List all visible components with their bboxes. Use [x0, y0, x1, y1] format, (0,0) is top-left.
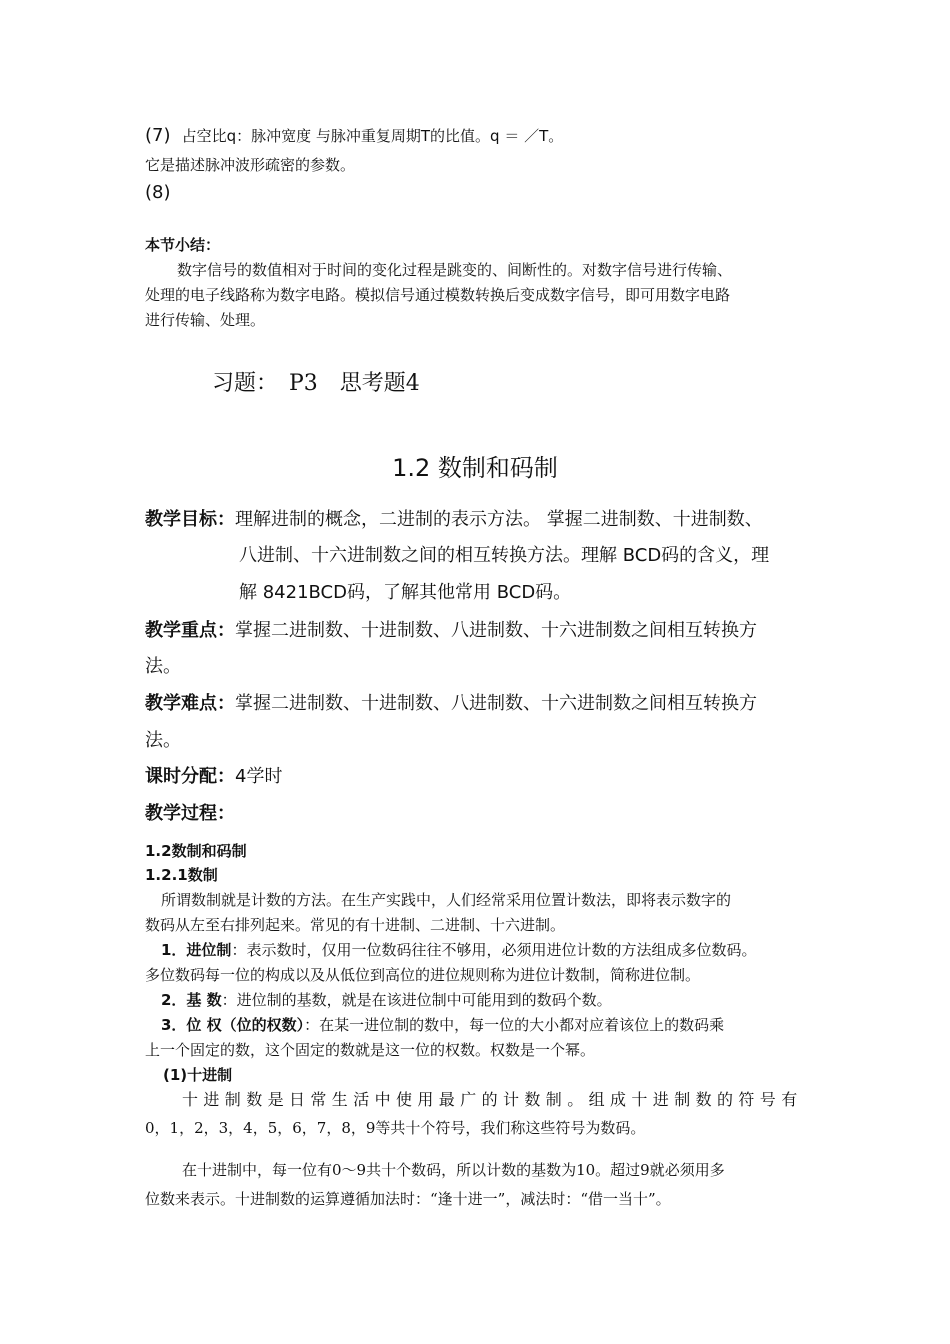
summary-line: 处理的电子线路称为数字电路。模拟信号通过模数转换后变成数字信号，即可用数字电路 [145, 286, 731, 304]
item-8-number: (8) [145, 182, 171, 203]
base-item-label: 2．基 数 [161, 991, 222, 1009]
weight-item-text: ：在某一进位制的数中，每一位的大小都对应着该位上的数码乘 [304, 1016, 725, 1034]
goals-line: 理解进制的概念，二进制的表示方法。 掌握二进制数、十进制数、 [235, 509, 763, 530]
hours-label: 课时分配： [145, 766, 235, 787]
radix-item [161, 941, 756, 960]
radix-item-line2: 多位数码每一位的构成以及从低位到高位的进位规则称为进位计数制，简称进位制。 [145, 966, 701, 984]
radix-item-label: 1．进位制 [161, 941, 232, 959]
radix-item-text: ：表示数时，仅用一位数码往往不够用，必须用进位计数的方法组成多位数码。 [231, 941, 757, 959]
hours-row [145, 766, 282, 789]
section-title: 1.2 数制和码制 [392, 454, 558, 482]
base-item-text: ：进位制的基数，就是在该进位制中可能用到的数码个数。 [221, 991, 612, 1009]
item-7-text: 占空比q：脉冲宽度 与脉冲重复周期T的比值。q ＝ ／T。 [181, 127, 564, 145]
key-points-row [145, 620, 757, 643]
goals-line: 八进制、十六进制数之间的相互转换方法。理解 BCD码的含义，理 [239, 545, 770, 566]
item-7-number: (7) [145, 125, 171, 146]
decimal-paragraph-line: 0，1，2，3，4，5，6，7，8，9等共十个符号，我们称这些符号为数码。 [145, 1119, 646, 1137]
key-points-line2: 法。 [145, 656, 181, 677]
decimal-paragraph-line: 十进制数是日常生活中使用最广的计数制。组成十进制数的符号有 [182, 1090, 803, 1109]
body-heading-1: 1.2数制和码制 [145, 842, 247, 860]
process-label: 教学过程： [145, 803, 235, 824]
item-7-line2: 它是描述脉冲波形疏密的参数。 [145, 156, 356, 174]
body-heading-2: 1.2.1数制 [145, 866, 218, 884]
goals-label: 教学目标： [145, 509, 235, 530]
goals-line: 解 8421BCD码，了解其他常用 BCD码。 [239, 582, 572, 603]
decimal-paragraph-line: 在十进制中，每一位有0～9共十个数码，所以计数的基数为10。超过9就必须用多 [182, 1161, 725, 1179]
decimal-paragraph-line: 位数来表示。十进制数的运算遵循加法时：“逢十进一”，减法时：“借一当十”。 [145, 1190, 671, 1208]
body-paragraph-line: 数码从左至右排列起来。常见的有十进制、二进制、十六进制。 [145, 916, 566, 934]
weight-item-line2: 上一个固定的数，这个固定的数就是这一位的权数。权数是一个幂。 [145, 1041, 596, 1059]
key-points-label: 教学重点： [145, 620, 235, 641]
summary-line: 进行传输、处理。 [145, 311, 266, 329]
decimal-heading: (1)十进制 [163, 1066, 233, 1084]
key-points-text: 掌握二进制数、十进制数、八进制数、十六进制数之间相互转换方 [235, 620, 757, 641]
base-item [161, 991, 612, 1010]
exercise-line: 习题： P3 思考题4 [212, 371, 420, 396]
body-paragraph-line: 所谓数制就是计数的方法。在生产实践中，人们经常采用位置计数法，即将表示数字的 [161, 891, 732, 909]
weight-item [161, 1016, 724, 1035]
difficulties-line2: 法。 [145, 730, 181, 751]
hours-value: 4学时 [235, 766, 283, 787]
summary-line: 数字信号的数值相对于时间的变化过程是跳变的、间断性的。对数字信号进行传输、 [177, 261, 733, 279]
difficulties-label: 教学难点： [145, 693, 235, 714]
weight-item-label: 3．位 权（位的权数） [161, 1016, 305, 1034]
goals-row [145, 509, 763, 532]
summary-heading: 本节小结： [145, 236, 221, 254]
item-7 [145, 125, 563, 148]
difficulties-text: 掌握二进制数、十进制数、八进制数、十六进制数之间相互转换方 [235, 693, 757, 714]
difficulties-row [145, 693, 757, 716]
